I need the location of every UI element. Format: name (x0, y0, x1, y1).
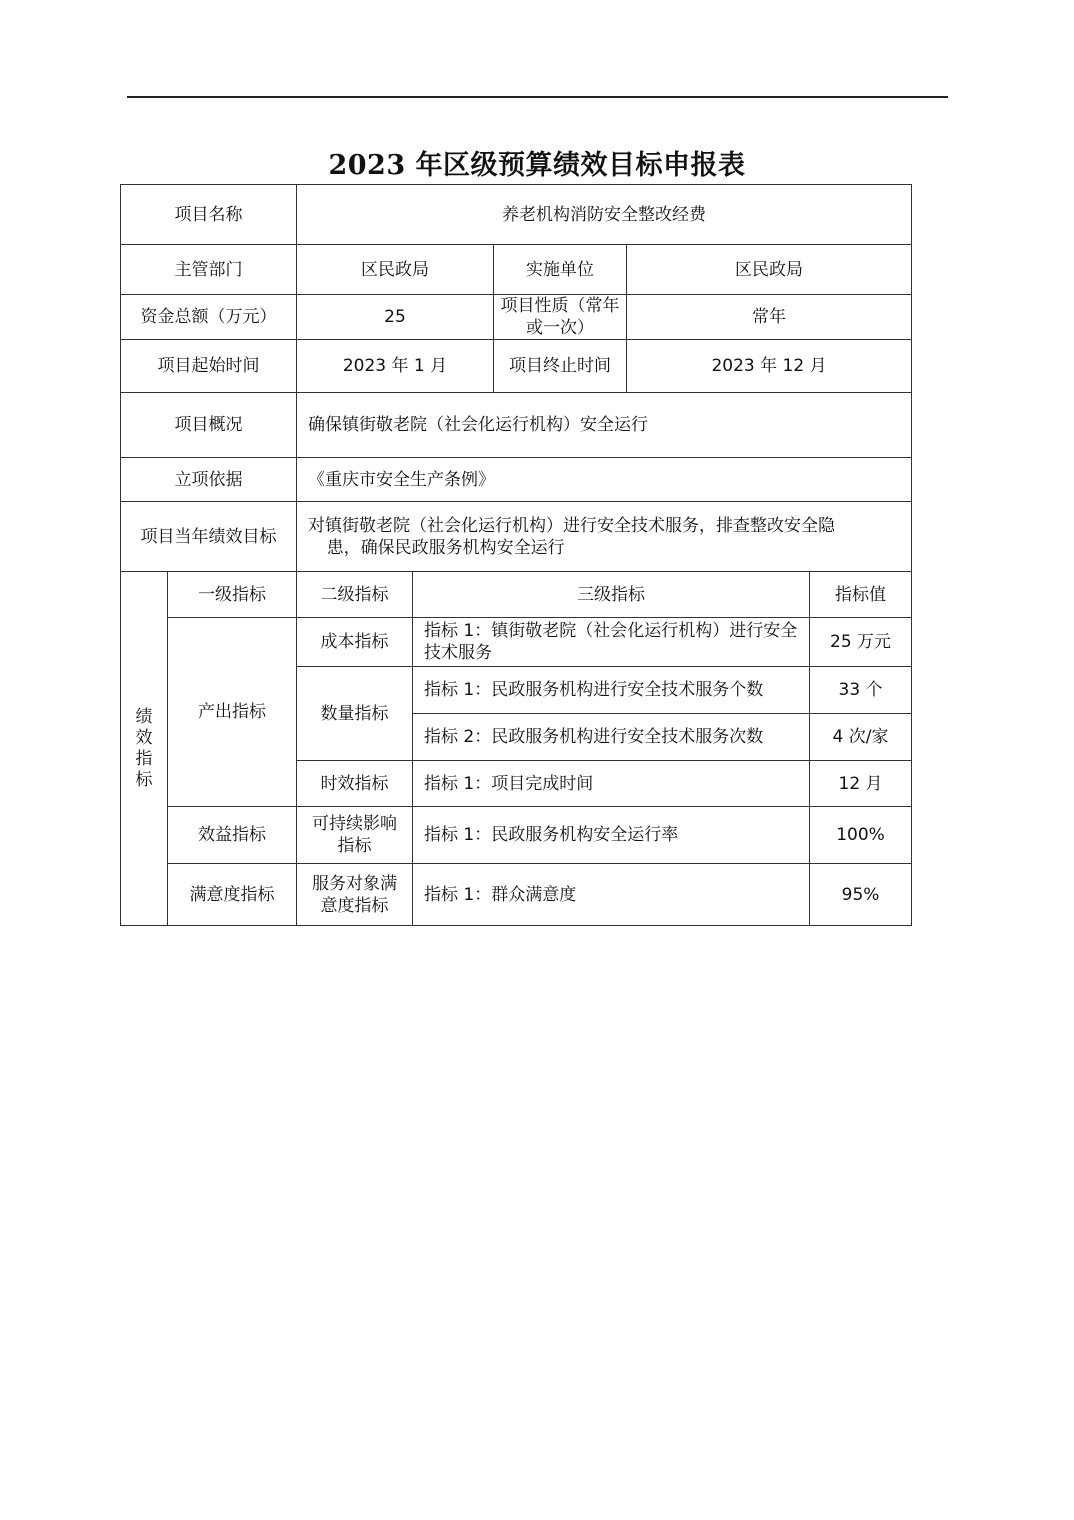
unit-value: 区民政局 (627, 245, 912, 295)
quantity-indicator-item-2: 指标 2：民政服务机构进行安全技术服务次数 (413, 714, 810, 761)
header-level3: 三级指标 (413, 572, 810, 618)
cost-indicator-value: 25 万元 (810, 618, 912, 667)
row-basis (121, 458, 912, 502)
header-level1: 一级指标 (168, 572, 297, 618)
time-indicator-item: 指标 1：项目完成时间 (413, 761, 810, 807)
benefit-indicator-value: 100% (810, 807, 912, 864)
output-indicator-label: 产出指标 (168, 618, 297, 807)
satisfaction-indicator-label: 满意度指标 (168, 864, 297, 926)
service-satisfaction-label: 服务对象满意度指标 (297, 864, 413, 926)
overview-value: 确保镇街敬老院（社会化运行机构）安全运行 (297, 393, 912, 458)
satisfaction-indicator-value: 95% (810, 864, 912, 926)
fund-label: 资金总额（万元） (121, 295, 297, 340)
page-title: 2023 年区级预算绩效目标申报表 (328, 150, 746, 181)
basis-label: 立项依据 (121, 458, 297, 502)
quantity-indicator-value-2: 4 次/家 (810, 714, 912, 761)
goal-value-line2: 患，确保民政服务机构安全运行 (326, 537, 565, 558)
header-value: 指标值 (810, 572, 912, 618)
perf-indicators-label: 绩效指标 (135, 706, 153, 790)
row-fund (121, 295, 912, 340)
dept-value: 区民政局 (297, 245, 494, 295)
row-project-name (121, 185, 912, 245)
project-name-label: 项目名称 (121, 185, 297, 245)
dept-label: 主管部门 (121, 245, 297, 295)
nature-value: 常年 (627, 295, 912, 340)
project-name-value: 养老机构消防安全整改经费 (297, 185, 912, 245)
row-indicator-headers (121, 572, 912, 618)
sustainable-indicator-label: 可持续影响指标 (297, 807, 413, 864)
basis-value: 《重庆市安全生产条例》 (297, 458, 912, 502)
row-time (121, 340, 912, 393)
cost-indicator-label: 成本指标 (297, 618, 413, 667)
row-satisfaction (121, 864, 912, 926)
row-goal (121, 502, 912, 572)
cost-indicator-item: 指标 1：镇街敬老院（社会化运行机构）进行安全技术服务 (413, 618, 810, 667)
start-value: 2023 年 1 月 (297, 340, 494, 393)
header-level2: 二级指标 (297, 572, 413, 618)
quantity-indicator-item-1: 指标 1：民政服务机构进行安全技术服务个数 (413, 667, 810, 714)
budget-form-table (120, 184, 912, 926)
benefit-indicator-label: 效益指标 (168, 807, 297, 864)
satisfaction-indicator-item: 指标 1：群众满意度 (413, 864, 810, 926)
perf-indicators-section (121, 572, 168, 926)
quantity-indicator-value-1: 33 个 (810, 667, 912, 714)
nature-label: 项目性质（常年或一次） (494, 295, 627, 340)
end-value: 2023 年 12 月 (627, 340, 912, 393)
overview-label: 项目概况 (121, 393, 297, 458)
goal-value-line1: 对镇街敬老院（社会化运行机构）进行安全技术服务，排查整改安全隐 (308, 515, 835, 536)
goal-value (297, 502, 912, 572)
fund-value: 25 (297, 295, 494, 340)
goal-label: 项目当年绩效目标 (121, 502, 297, 572)
row-department (121, 245, 912, 295)
time-indicator-label: 时效指标 (297, 761, 413, 807)
quantity-indicator-label: 数量指标 (297, 667, 413, 761)
top-rule (127, 96, 948, 98)
start-label: 项目起始时间 (121, 340, 297, 393)
row-cost (121, 618, 912, 667)
time-indicator-value: 12 月 (810, 761, 912, 807)
row-benefit (121, 807, 912, 864)
row-overview (121, 393, 912, 458)
end-label: 项目终止时间 (494, 340, 627, 393)
benefit-indicator-item: 指标 1：民政服务机构安全运行率 (413, 807, 810, 864)
unit-label: 实施单位 (494, 245, 627, 295)
